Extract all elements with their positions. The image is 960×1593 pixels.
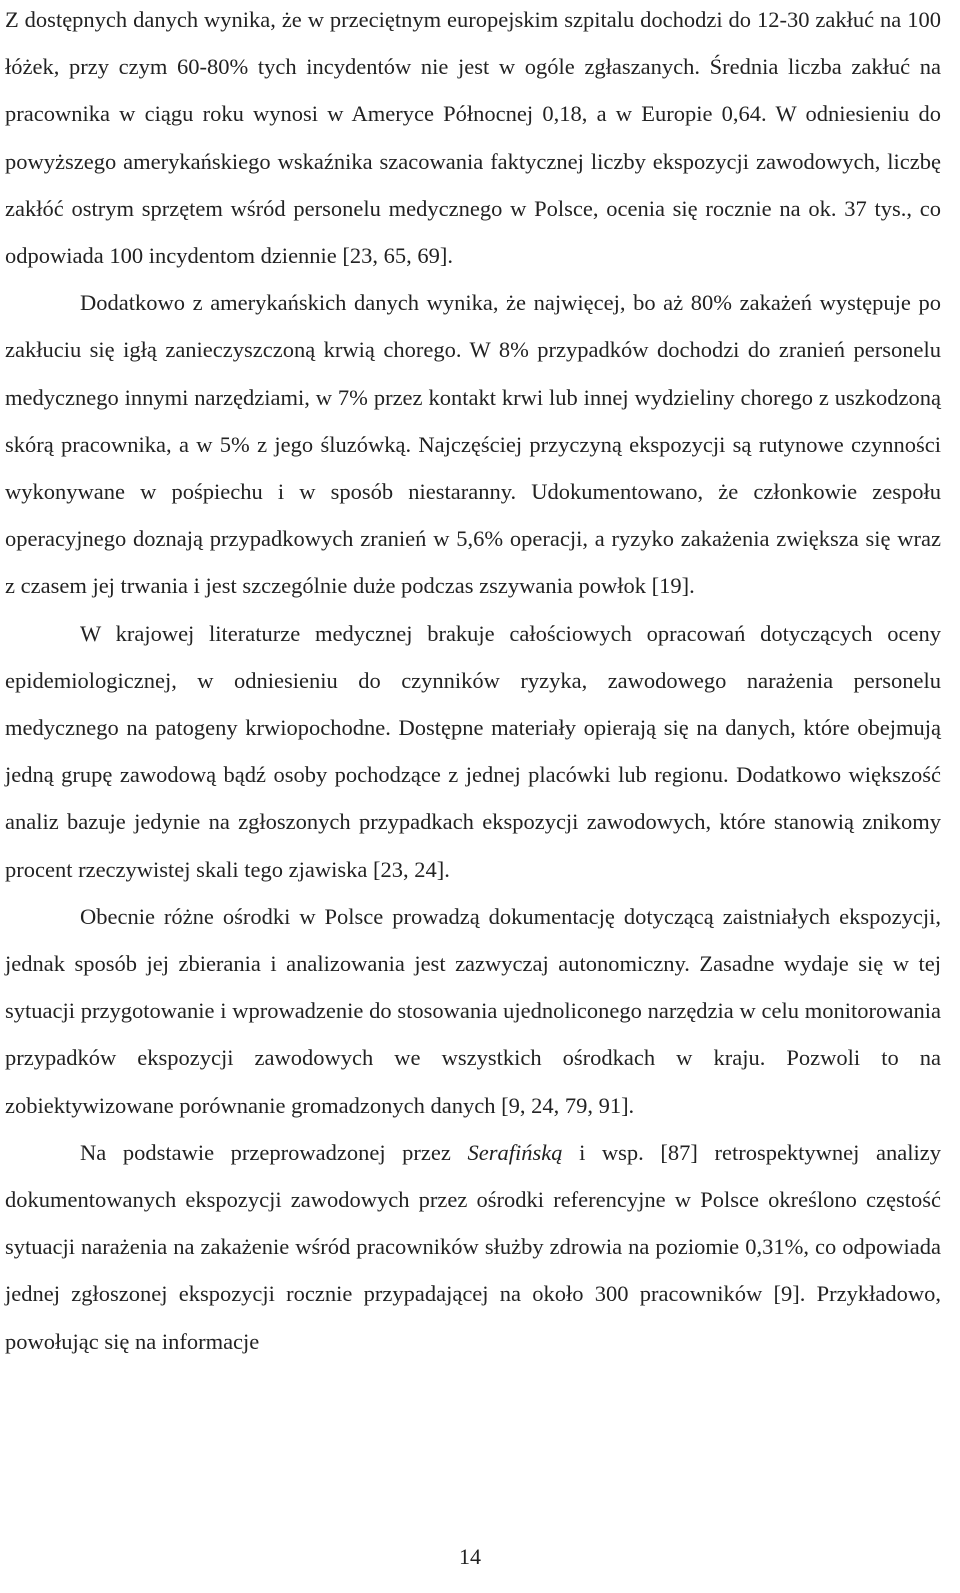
paragraph-5-text-rest: i wsp. [87] retrospektywnej analizy dokumentowanych ekspozycji zawodowych przez ośrodki referencyjne w Polsce określono częstość sytuacji narażenia na zakażenie wśród pracowników służby zdrowia na poziomie 0,31%, co odpowiada jednej zgłoszonej ekspozycji rocznie przypadającej na około 300 pracowników [9]. Przykładowo, powołując się na informacje xyxy=(5,1139,941,1354)
paragraph-1-text: Z dostępnych danych wynika, że w przeciętnym europejskim szpitalu dochodzi do 12-30 zakłuć na 100 łóżek, przy czym 60-80% tych incydentów nie jest w ogóle zgłaszanych. Średnia liczba zakłuć na pracownika w ciągu roku wynosi w Ameryce Północnej 0,18, a w Europie 0,64. W odniesieniu do powyższego amerykańskiego wskaźnika szacowania faktycznej liczby ekspozycji zawodowych, liczbę zakłóć ostrym sprzętem wśród personelu medycznego w Polsce, ocenia się rocznie na ok. 37 tys., co odpowiada 100 incydentom dziennie [23, 65, 69]. xyxy=(5,7,941,269)
paragraph-3-text: W krajowej literaturze medycznej brakuje całościowych opracowań dotyczących oceny epidemiologicznej, w odniesieniu do czynników ryzyka, zawodowego narażenia personelu medycznego na patogeny krwiopochodne. Dostępne materiały opierają się na danych, które obejmują jedną grupę zawodową bądź osoby pochodzące z jednej placówki lub regionu. Dodatkowo większość analiz bazuje jedynie na zgłoszonych przypadkach ekspozycji zawodowych, które stanowią znikomy procent rzeczywistej skali tego zjawiska [23, 24]. xyxy=(5,620,941,882)
paragraph-2 xyxy=(5,279,941,609)
document-page xyxy=(5,0,941,1365)
page-number: 14 xyxy=(459,1544,481,1569)
paragraph-4 xyxy=(5,893,941,1129)
paragraph-2-text: Dodatkowo z amerykańskich danych wynika, że najwięcej, bo aż 80% zakażeń występuje po zakłuciu się igłą zanieczyszczoną krwią chorego. W 8% przypadków dochodzi do zranień personelu medycznego innymi narzędziami, w 7% przez kontakt krwi lub innej wydzieliny chorego z uszkodzoną skórą pracownika, a w 5% z jego śluzówką. Najczęściej przyczyną ekspozycji są rutynowe czynności wykonywane w pośpiechu i w sposób niestaranny. Udokumentowano, że członkowie zespołu operacyjnego doznają przypadkowych zranień w 5,6% operacji, a ryzyko zakażenia zwiększa się wraz z czasem jej trwania i jest szczególnie duże podczas zszywania powłok [19]. xyxy=(5,290,941,599)
paragraph-3 xyxy=(5,610,941,893)
paragraph-5 xyxy=(5,1129,941,1365)
paragraph-4-text: Obecnie różne ośrodki w Polsce prowadzą dokumentację dotyczącą zaistniałych ekspozycji, jednak sposób jej zbierania i analizowania jest zazwyczaj autonomiczny. Zasadne wydaje się w tej sytuacji przygotowanie i wprowadzenie do stosowania ujednoliconego narzędzia w celu monitorowania przypadków ekspozycji zawodowych we wszystkich ośrodkach w kraju. Pozwoli to na zobiektywizowane porównanie gromadzonych danych [9, 24, 79, 91]. xyxy=(5,903,941,1118)
paragraph-5-text-start: Na podstawie przeprowadzonej przez xyxy=(80,1139,468,1165)
author-name-italic: Serafińską xyxy=(467,1139,563,1165)
paragraph-1 xyxy=(5,0,941,279)
